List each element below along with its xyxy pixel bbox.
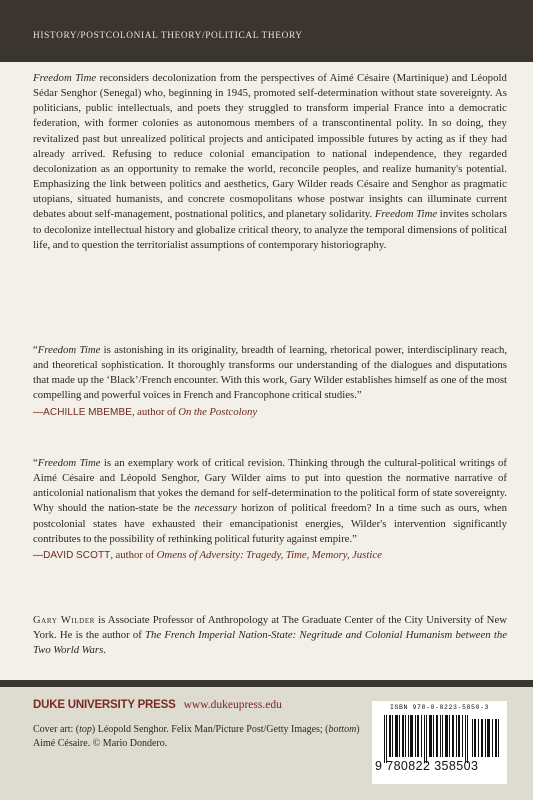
category-label: HISTORY/POSTCOLONIAL THEORY/POLITICAL THEORY bbox=[33, 31, 303, 41]
blurb-author: —DAVID SCOTT bbox=[33, 549, 111, 561]
author-of-text: , author of bbox=[132, 405, 179, 418]
blurb-body: is astonishing in its originality, breadth of learning, rhetorical power, interdisciplinary reach, and theoretical sophistication. It thoroughly transforms our understanding of the dialogues and disputations that made up the ‘Black’/French encounter. With this work, Gary Wilder establishes himself as one of the most compelling and powerful voices in French and Francophone critical studies.” bbox=[33, 344, 508, 402]
author-bio bbox=[33, 613, 507, 658]
blurb-scott bbox=[33, 456, 507, 563]
credit-text: Cover art: ( bbox=[33, 724, 80, 735]
publisher-line bbox=[33, 695, 282, 713]
blurb-text bbox=[33, 456, 507, 547]
book-title: Freedom Time bbox=[374, 208, 438, 221]
price-barcode bbox=[472, 715, 500, 757]
description-text-1: reconsiders decolonization from the perspectives of Aimé Césaire (Martinique) and Léopold Sédar Senghor (Senegal) who, beginning in 1945, promoted self-determination without state sovereignty. As politicians, public intellectuals, and poets they struggled to transform imperial France into a democratic federation, with former colonies as autonomous members of a transcontinental polity. In so doing, they revitalized past but unrealized political projects and anticipated impossible futures by acting as if they had already arrived. Refusing to reduce colonial emancipation to national independence, they regarded decolonization as an opportunity to remake the world, reconcile peoples, and realize humanity's potential. Emphasizing the link between politics and aesthetics, Gary Wilder reads Césaire and Senghor as pragmatic utopians, situated humanists, and concrete cosmopolitans whose postwar insights can illuminate current debates about self-management, postnational politics, and planetary solidarity. bbox=[33, 72, 507, 221]
footer bbox=[0, 687, 533, 800]
cover-art-credit bbox=[33, 723, 363, 751]
author-book-title: On the Postcolony bbox=[178, 405, 258, 418]
description-paragraph bbox=[33, 71, 507, 253]
open-quote: “ bbox=[33, 344, 38, 356]
barcode-bars bbox=[384, 715, 468, 763]
open-quote: “ bbox=[33, 457, 38, 469]
blurb-mbembe bbox=[33, 343, 507, 420]
blurb-author: —ACHILLE MBEMBE bbox=[33, 406, 133, 418]
book-title: Freedom Time bbox=[37, 344, 101, 356]
publisher-url[interactable]: www.dukeupress.edu bbox=[183, 699, 282, 711]
blurb-attribution bbox=[33, 548, 507, 563]
blurb-attribution bbox=[33, 405, 507, 420]
top-band bbox=[0, 0, 533, 62]
author-name: Gary Wilder bbox=[33, 615, 95, 626]
isbn-digits: 9 780822 358503 bbox=[375, 759, 479, 773]
divider-band bbox=[0, 680, 533, 687]
prior-book-title: The French Imperial Nation-State: Negritude and Colonial Humanism between the Two World Wars bbox=[33, 629, 507, 657]
author-of-text: , author of bbox=[110, 548, 157, 561]
credit-text: ) Aimé Césaire. © Mario Dondero. bbox=[33, 724, 360, 749]
bio-text bbox=[33, 613, 507, 658]
credit-bottom: bottom bbox=[328, 724, 357, 735]
isbn-barcode bbox=[372, 701, 507, 784]
publisher-name: DUKE UNIVERSITY PRESS bbox=[33, 699, 176, 711]
description-text-2: invites scholars to decolonize intellectual history and globalize critical theory, to analyze the temporal dimensions of political life, and to question the territorialist assumptions of contemporary historiography. bbox=[33, 208, 507, 251]
isbn-label: ISBN 978-0-8223-5850-3 bbox=[389, 704, 489, 711]
book-title: Freedom Time bbox=[33, 72, 97, 84]
blurb-body-a: is an exemplary work of critical revision. Thinking through the cultural-political writings of Aimé Césaire and Léopold Senghor, Gary Wilder aims to put into question the normative narrative of anticolonial nationalism that yokes the demand for self-determination to the political form of state sovereignty. Why should the nation-state be the bbox=[33, 457, 507, 515]
blurb-body-b: horizon of political freedom? In a time such as ours, when postcolonial states have exhausted their emancipationist energies, Wilder's intervention significantly contributes to the possibility of rethinking political futurity against empire.” bbox=[33, 502, 507, 545]
book-description bbox=[33, 71, 507, 253]
emphasis-word: necessary bbox=[194, 502, 237, 515]
blurb-text bbox=[33, 343, 507, 404]
bio-end: . bbox=[103, 644, 106, 657]
bio-body: is Associate Professor of Anthropology at The Graduate Center of the City University of New York. He is the author of bbox=[33, 614, 507, 642]
book-title: Freedom Time bbox=[37, 457, 101, 469]
author-book-title: Omens of Adversity: Tragedy, Time, Memory, Justice bbox=[156, 548, 382, 561]
credit-top: top bbox=[79, 724, 92, 735]
credit-text: ) Léopold Senghor. Felix Man/Picture Post/Getty Images; ( bbox=[91, 724, 329, 735]
